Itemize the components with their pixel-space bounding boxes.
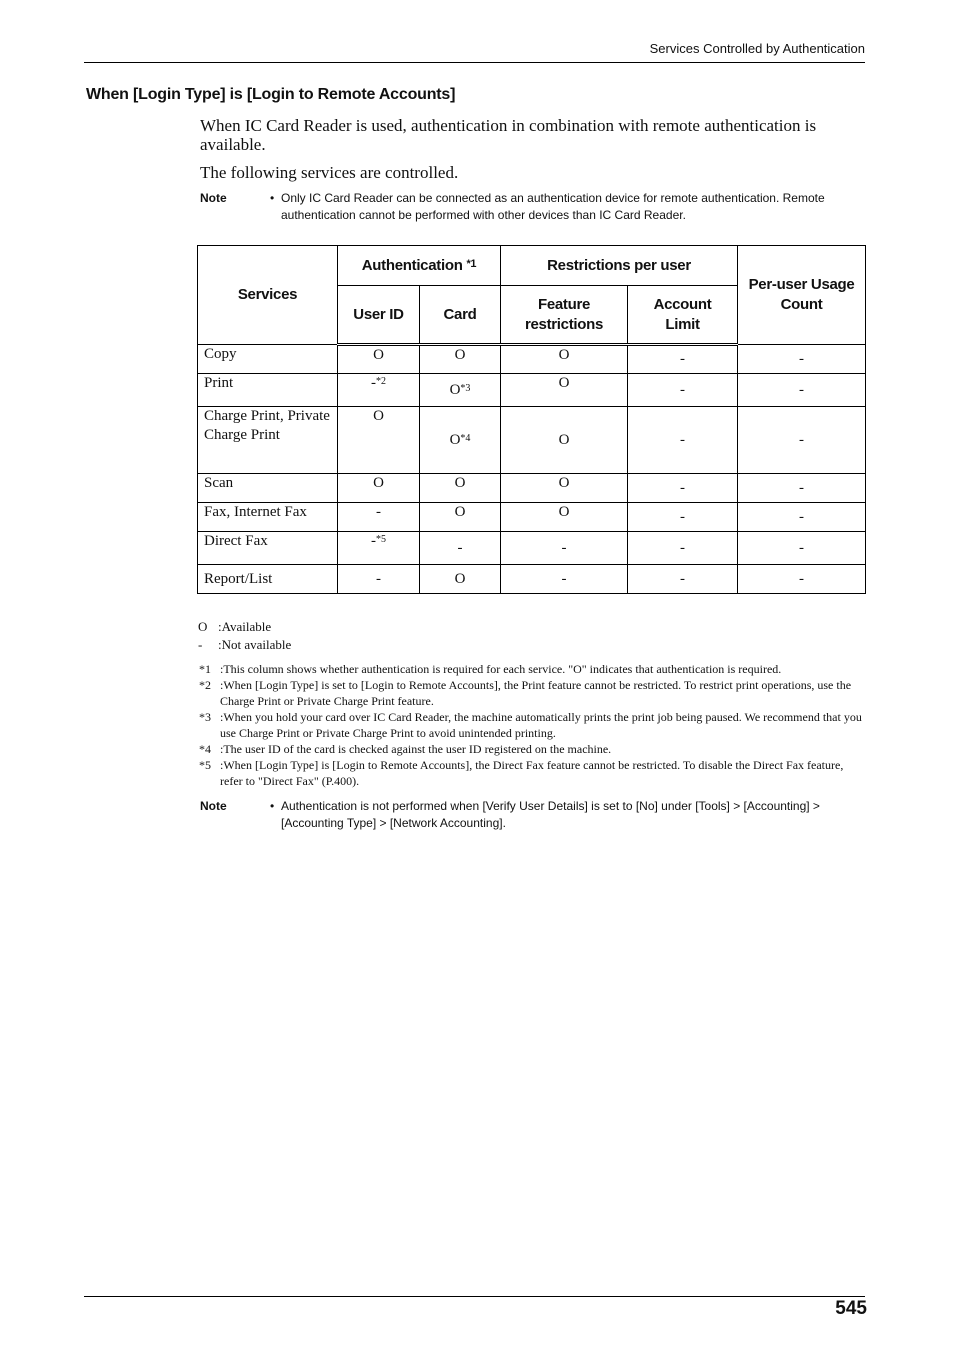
footnote-text: :When [Login Type] is [Login to Remote Accounts], the Direct Fax feature cannot be restricted. To disable the Direct Fax feature, refer to "Direct Fax" (P.400). (220, 758, 844, 788)
footnote-id: *5 (199, 758, 211, 772)
legend-item (198, 636, 291, 654)
note-bullet: • (270, 799, 275, 813)
services-table (197, 245, 866, 594)
cell-user-id-value: O (373, 347, 384, 363)
legend-meaning: :Not available (218, 637, 292, 652)
cell-usage: - (738, 345, 866, 374)
cell-user-id (338, 407, 420, 474)
cell-feature: O (501, 374, 628, 407)
cell-user-id (338, 474, 420, 503)
cell-usage: - (738, 474, 866, 503)
note-bullet: • (270, 191, 275, 205)
cell-usage: - (738, 503, 866, 532)
footnote (199, 757, 867, 789)
footnote-text: :This column shows whether authentication is required for each service. "O" indicates that authentication is required. (220, 662, 782, 676)
footnote-text: :When [Login Type] is set to [Login to Remote Accounts], the Print feature cannot be restricted. To restrict print operations, use the Charge Print or Private Charge Print feature. (220, 678, 852, 708)
table-row (198, 503, 866, 532)
header-rule (84, 62, 865, 63)
cell-account: - (628, 474, 738, 503)
header-authentication (338, 246, 501, 286)
page-number: 545 (835, 1298, 867, 1319)
cell-card (420, 345, 501, 374)
cell-feature: - (501, 532, 628, 565)
footnote-text: :The user ID of the card is checked against the user ID registered on the machine. (220, 742, 612, 756)
cell-service: Print (198, 374, 338, 407)
cell-service: Report/List (198, 565, 338, 594)
cell-user-id (338, 503, 420, 532)
table-row (198, 532, 866, 565)
cell-feature: O (501, 345, 628, 374)
note-body: Authentication is not performed when [Verify User Details] is set to [No] under [Tools] > [Accounting] > [Accounting Type] > [Network Accounting]. (281, 799, 820, 830)
section-heading: When [Login Type] is [Login to Remote Accounts] (86, 86, 456, 103)
cell-card (420, 474, 501, 503)
footnote (199, 741, 867, 757)
services-intro-paragraph: The following services are controlled. (200, 163, 459, 182)
header-restrictions: Restrictions per user (501, 246, 738, 286)
cell-user-id (338, 345, 420, 374)
running-header: Services Controlled by Authentication (649, 41, 865, 56)
footnote-ref: *4 (460, 432, 471, 444)
cell-card-value: O (449, 431, 461, 448)
header-per-user-usage: Per-user Usage Count (738, 246, 866, 345)
footnote-ref: *3 (460, 382, 471, 394)
cell-feature: O (501, 474, 628, 503)
footnote-ref: *2 (376, 376, 386, 387)
header-account-limit: Account Limit (628, 286, 738, 345)
cell-card (420, 532, 501, 565)
footnote-id: *3 (199, 710, 211, 724)
cell-user-id-value: O (373, 475, 384, 491)
cell-user-id-value: - (376, 570, 381, 587)
footnote (199, 661, 867, 677)
footnote-text: :When you hold your card over IC Card Reader, the machine automatically prints the print job being paused. We recommend that you use Charge Print or Private Charge Print to avoid unintended printing. (220, 710, 862, 740)
cell-service: Scan (198, 474, 338, 503)
cell-card (420, 503, 501, 532)
note-body: Only IC Card Reader can be connected as an authentication device for remote authentication. Remote authentication cannot be performed with other devices than IC Card Reader. (281, 191, 825, 222)
cell-user-id-value: - (376, 504, 381, 520)
footnotes (199, 661, 867, 789)
cell-service: Direct Fax (198, 532, 338, 565)
cell-usage: - (738, 374, 866, 407)
legend (198, 618, 291, 654)
cell-card-value: O (454, 347, 466, 363)
cell-account: - (628, 565, 738, 594)
cell-user-id (338, 565, 420, 594)
header-user-id: User ID (338, 286, 420, 345)
cell-user-id-value: - (371, 533, 376, 549)
cell-user-id-value: O (373, 408, 384, 424)
cell-account: - (628, 532, 738, 565)
footnote-id: *4 (199, 742, 211, 756)
cell-feature: - (501, 565, 628, 594)
header-services: Services (198, 246, 338, 345)
header-authentication-label: Authentication (361, 256, 463, 274)
footnote (199, 677, 867, 709)
cell-card-value: O (454, 504, 466, 520)
cell-card-value: O (454, 570, 466, 587)
cell-card (420, 407, 501, 474)
cell-service: Charge Print, Private Charge Print (198, 407, 338, 474)
cell-card (420, 374, 501, 407)
cell-card-value: - (457, 539, 463, 556)
cell-usage: - (738, 532, 866, 565)
legend-item (198, 618, 291, 636)
table-row (198, 374, 866, 407)
table-row (198, 565, 866, 594)
header-feature-restrictions: Feature restrictions (501, 286, 628, 345)
table-row (198, 345, 866, 374)
note-label: Note (200, 799, 227, 813)
note-text (270, 798, 866, 832)
cell-account: - (628, 374, 738, 407)
cell-usage: - (738, 565, 866, 594)
cell-usage: - (738, 407, 866, 474)
cell-account: - (628, 407, 738, 474)
cell-account: - (628, 503, 738, 532)
note-label: Note (200, 191, 227, 205)
footnote (199, 709, 867, 741)
table-row (198, 474, 866, 503)
table-row (198, 407, 866, 474)
cell-user-id-value: - (371, 375, 376, 391)
legend-symbol: O (198, 619, 208, 634)
cell-card (420, 565, 501, 594)
intro-paragraph: When IC Card Reader is used, authentication in combination with remote authentication is available. (200, 116, 817, 154)
legend-symbol: - (198, 637, 203, 652)
footnote-ref: *5 (376, 534, 386, 545)
legend-meaning: :Available (218, 619, 272, 634)
footer-rule (84, 1296, 865, 1297)
cell-account: - (628, 345, 738, 374)
cell-service: Copy (198, 345, 338, 374)
footnote-id: *1 (199, 662, 211, 676)
cell-feature: O (501, 503, 628, 532)
footnote-ref: *1 (466, 257, 477, 270)
header-card: Card (420, 286, 501, 345)
cell-user-id (338, 374, 420, 407)
note-text (270, 190, 866, 224)
cell-feature: O (501, 407, 628, 474)
table-header-row (198, 246, 866, 286)
cell-card-value: O (449, 381, 461, 398)
cell-user-id (338, 532, 420, 565)
cell-service: Fax, Internet Fax (198, 503, 338, 532)
cell-card-value: O (454, 475, 466, 491)
footnote-id: *2 (199, 678, 211, 692)
